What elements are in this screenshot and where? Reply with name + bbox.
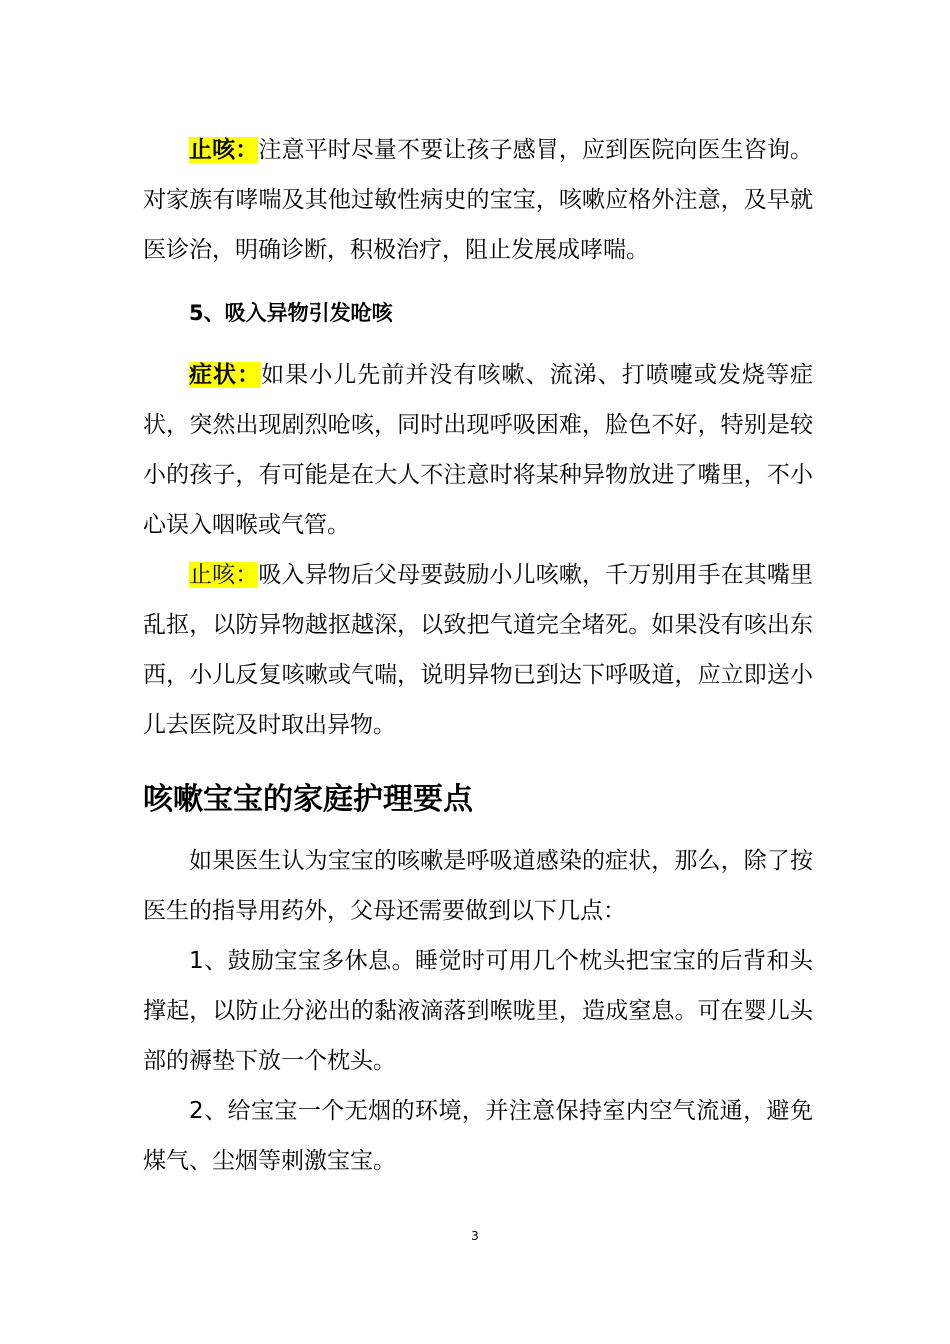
paragraph-text: 如果小儿先前并没有咳嗽、流涕、打喷嚏或发烧等症状，突然出现剧烈呛咳，同时出现呼吸困难，脸色不好，特别是较小的孩子，有可能是在大人不注意时将某种异物放进了嘴里，不小心误入咽喉或气管。 xyxy=(143,362,814,538)
label-highlight: 止咳： xyxy=(189,137,259,163)
paragraph-cough-relief-1 xyxy=(143,125,813,275)
paragraph-text: 注意平时尽量不要让孩子感冒，应到医院向医生咨询。对家族有哮喘及其他过敏性病史的宝宝，咳嗽应格外注意，及早就医诊治，明确诊断，积极治疗，阻止发展成哮喘。 xyxy=(143,137,814,263)
list-item-rest: 1、鼓励宝宝多休息。睡觉时可用几个枕头把宝宝的后背和头撑起，以防止分泌出的黏液滴落到喉咙里，造成窒息。可在婴儿头部的褥垫下放一个枕头。 xyxy=(143,948,813,1074)
paragraph-symptoms xyxy=(143,350,813,550)
paragraph-intro: 如果医生认为宝宝的咳嗽是呼吸道感染的症状，那么，除了按医生的指导用药外，父母还需要做到以下几点： xyxy=(143,848,813,924)
paragraph-cough-relief-2 xyxy=(143,550,813,750)
page-number: 3 xyxy=(471,1229,479,1243)
section-heading-foreign-body: 5、吸入异物引发呛咳 xyxy=(189,301,393,325)
list-item-smoke-free: 2、给宝宝一个无烟的环境，并注意保持室内空气流通，避免煤气、尘烟等刺激宝宝。 xyxy=(143,1098,813,1174)
section-heading-home-care: 咳嗽宝宝的家庭护理要点 xyxy=(143,782,473,817)
paragraph-text: 吸入异物后父母要鼓励小儿咳嗽，千万别用手在其嘴里乱抠，以防异物越抠越深，以致把气道完全堵死。如果没有咳出东西，小儿反复咳嗽或气喘，说明异物已到达下呼吸道，应立即送小儿去医院及时取出异物。 xyxy=(143,562,814,738)
label-highlight: 症状： xyxy=(189,362,262,388)
label-highlight: 止咳： xyxy=(189,562,259,588)
